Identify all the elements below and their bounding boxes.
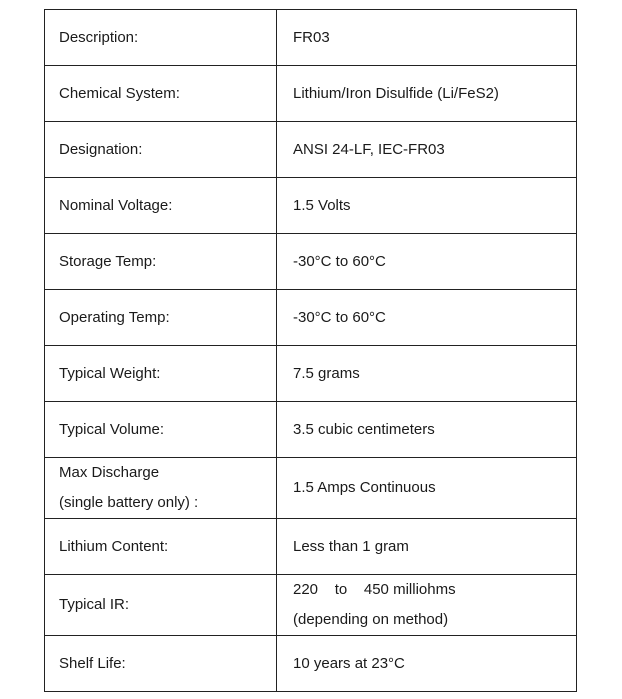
- spec-value: [277, 10, 577, 66]
- spec-label: [45, 178, 277, 234]
- spec-label-text: Designation:: [59, 140, 143, 158]
- spec-value: [277, 402, 577, 458]
- battery-spec-table: [44, 9, 577, 692]
- spec-value: [277, 519, 577, 575]
- spec-label-text: Max Discharge: [59, 464, 160, 481]
- spec-label: [45, 458, 277, 519]
- spec-value-text: 1.5 Volts: [293, 196, 351, 214]
- spec-label-text: Storage Temp:: [59, 252, 157, 270]
- spec-value-text: 220 to 450 milliohms: [293, 581, 456, 598]
- spec-value-text: Lithium/Iron Disulfide (Li/FeS2): [293, 84, 499, 102]
- spec-label-text: Chemical System:: [59, 84, 180, 102]
- spec-value: [277, 575, 577, 636]
- spec-value-text: 1.5 Amps Continuous: [293, 479, 436, 496]
- spec-label: [45, 10, 277, 66]
- spec-label: [45, 346, 277, 402]
- spec-label-text: Shelf Life:: [59, 654, 126, 672]
- spec-value: [277, 178, 577, 234]
- spec-row-operating-temp: [45, 290, 577, 346]
- spec-label: [45, 519, 277, 575]
- spec-value-text: 3.5 cubic centimeters: [293, 420, 435, 438]
- spec-label: [45, 290, 277, 346]
- spec-label: [45, 402, 277, 458]
- spec-value: [277, 458, 577, 519]
- spec-row-max-discharge: [45, 458, 577, 519]
- spec-label-text: Nominal Voltage:: [59, 196, 173, 214]
- spec-value: [277, 122, 577, 178]
- spec-value: [277, 66, 577, 122]
- spec-label: [45, 636, 277, 692]
- spec-value-text: -30°C to 60°C: [293, 252, 386, 270]
- spec-row-lithium-content: [45, 519, 577, 575]
- spec-value-text: -30°C to 60°C: [293, 308, 386, 326]
- spec-label: [45, 575, 277, 636]
- spec-value: [277, 636, 577, 692]
- spec-label-text: Typical Volume:: [59, 420, 165, 438]
- spec-value-text: 10 years at 23°C: [293, 654, 405, 672]
- spec-row-typical-volume: [45, 402, 577, 458]
- spec-label-text: Operating Temp:: [59, 308, 170, 326]
- spec-row-storage-temp: [45, 234, 577, 290]
- spec-label-text: Description:: [59, 28, 139, 46]
- spec-row-shelf-life: [45, 636, 577, 692]
- spec-value-text: ANSI 24-LF, IEC-FR03: [293, 140, 445, 158]
- spec-value: [277, 346, 577, 402]
- spec-row-typical-weight: [45, 346, 577, 402]
- spec-label-text: Typical IR:: [59, 596, 130, 613]
- spec-value-text: (depending on method): [293, 611, 449, 628]
- spec-label-text: (single battery only) :: [59, 494, 199, 511]
- spec-label-text: Lithium Content:: [59, 537, 169, 555]
- spec-value-text: FR03: [293, 28, 330, 46]
- spec-value-text: 7.5 grams: [293, 364, 360, 382]
- spec-value-text: Less than 1 gram: [293, 537, 409, 555]
- spec-row-designation: [45, 122, 577, 178]
- spec-label: [45, 66, 277, 122]
- spec-label: [45, 122, 277, 178]
- spec-label: [45, 234, 277, 290]
- spec-row-typical-ir: [45, 575, 577, 636]
- spec-row-chemical-system: [45, 66, 577, 122]
- spec-label-text: Typical Weight:: [59, 364, 161, 382]
- spec-row-description: [45, 10, 577, 66]
- spec-row-nominal-voltage: [45, 178, 577, 234]
- spec-value: [277, 234, 577, 290]
- spec-value: [277, 290, 577, 346]
